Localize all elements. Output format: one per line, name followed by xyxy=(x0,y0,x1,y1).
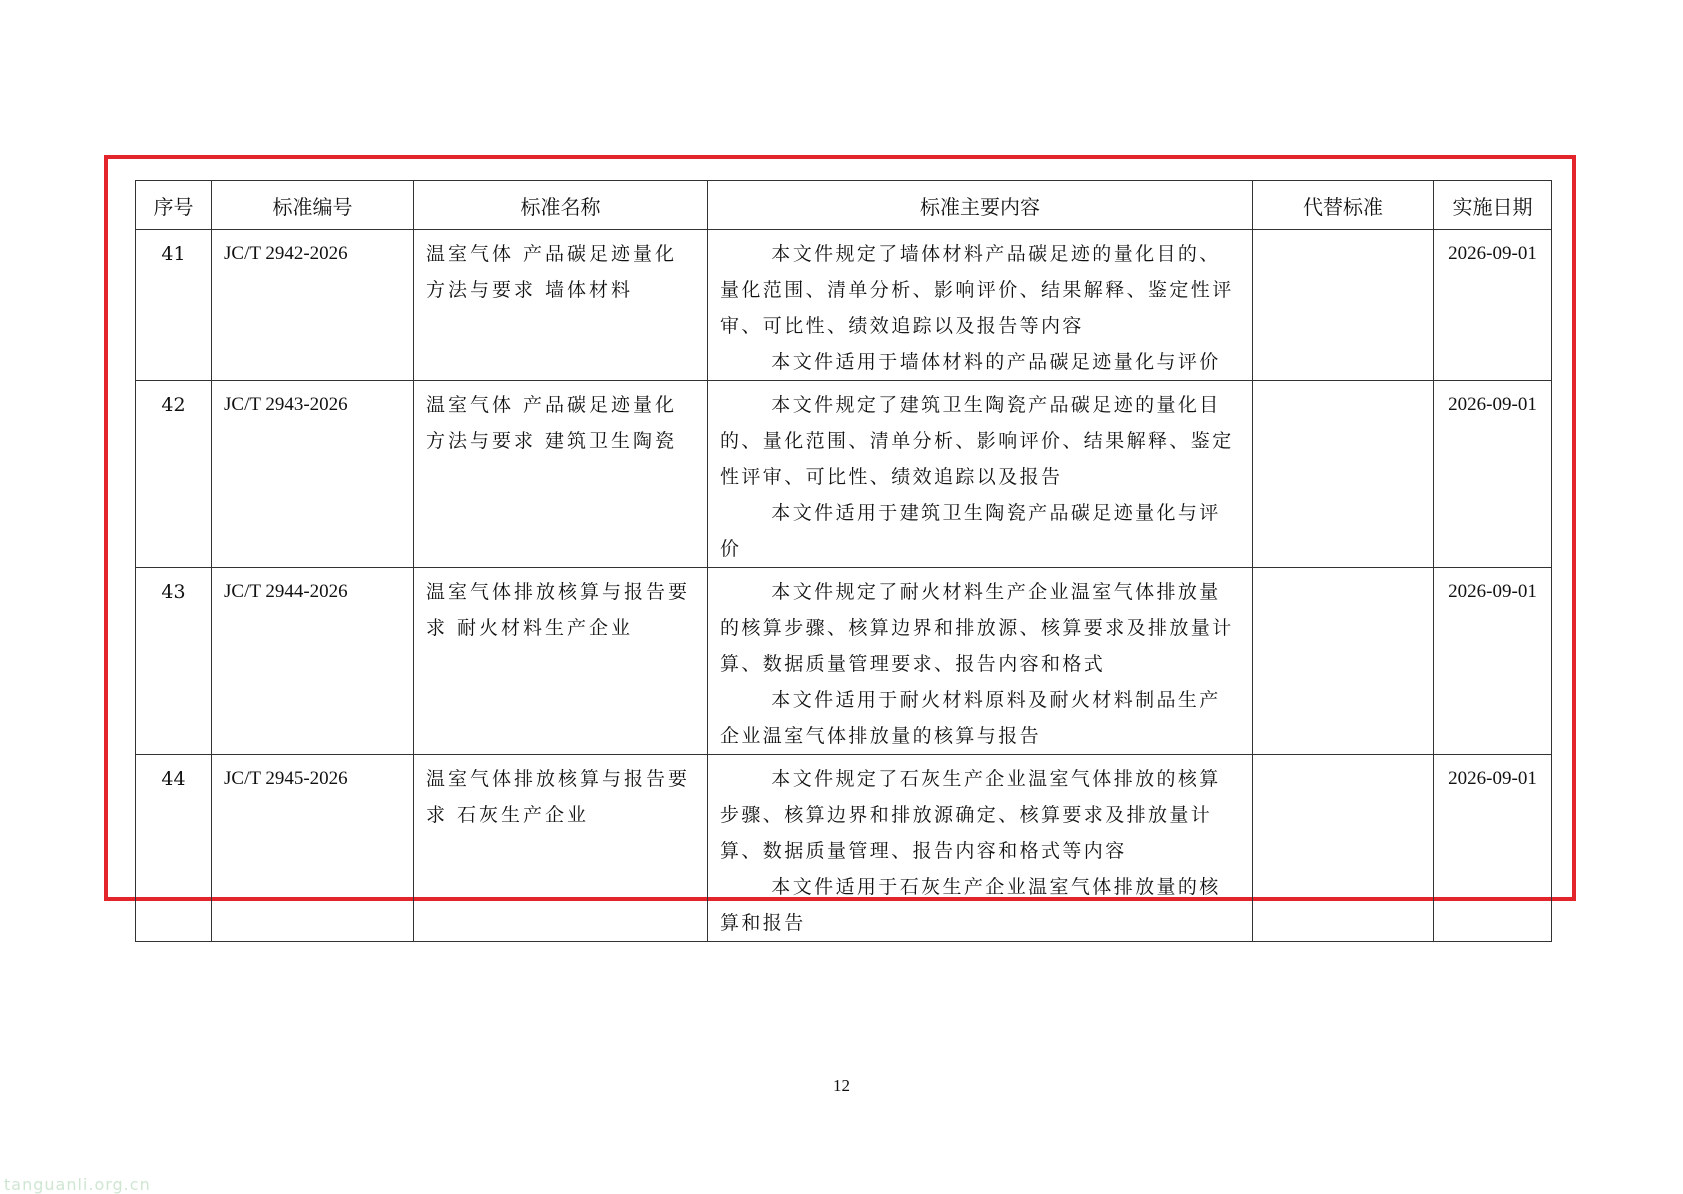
header-date: 实施日期 xyxy=(1434,181,1552,230)
table-row xyxy=(136,381,1552,568)
row-name: 温室气体排放核算与报告要求 石灰生产企业 xyxy=(414,755,708,942)
row-date: 2026-09-01 xyxy=(1434,568,1552,755)
content-applicability: 本文件适用于石灰生产企业温室气体排放量的核算和报告 xyxy=(720,876,1221,934)
row-replaced xyxy=(1253,381,1434,568)
row-index: 43 xyxy=(136,568,212,755)
header-content: 标准主要内容 xyxy=(708,181,1253,230)
table-header-row xyxy=(136,181,1552,230)
row-code: JC/T 2945-2026 xyxy=(212,755,414,942)
page-number: 12 xyxy=(833,1076,850,1095)
row-date: 2026-09-01 xyxy=(1434,755,1552,942)
row-content xyxy=(708,568,1253,755)
watermark-text: tanguanli.org.cn xyxy=(4,1175,151,1194)
row-name: 温室气体 产品碳足迹量化方法与要求 建筑卫生陶瓷 xyxy=(414,381,708,568)
row-index: 41 xyxy=(136,230,212,381)
row-date: 2026-09-01 xyxy=(1434,230,1552,381)
table-row xyxy=(136,755,1552,942)
row-index: 42 xyxy=(136,381,212,568)
row-code: JC/T 2943-2026 xyxy=(212,381,414,568)
row-content xyxy=(708,755,1253,942)
row-replaced xyxy=(1253,755,1434,942)
row-replaced xyxy=(1253,230,1434,381)
content-applicability: 本文件适用于耐火材料原料及耐火材料制品生产企业温室气体排放量的核算与报告 xyxy=(720,689,1221,747)
row-code: JC/T 2944-2026 xyxy=(212,568,414,755)
header-replaced: 代替标准 xyxy=(1253,181,1434,230)
content-scope: 本文件规定了石灰生产企业温室气体排放的核算步骤、核算边界和排放源确定、核算要求及排放量计算、数据质量管理、报告内容和格式等内容 xyxy=(720,768,1221,862)
row-date: 2026-09-01 xyxy=(1434,381,1552,568)
header-index: 序号 xyxy=(136,181,212,230)
content-scope: 本文件规定了建筑卫生陶瓷产品碳足迹的量化目的、量化范围、清单分析、影响评价、结果解释、鉴定性评审、可比性、绩效追踪以及报告 xyxy=(720,394,1234,488)
header-code: 标准编号 xyxy=(212,181,414,230)
row-index: 44 xyxy=(136,755,212,942)
row-name: 温室气体排放核算与报告要求 耐火材料生产企业 xyxy=(414,568,708,755)
content-applicability: 本文件适用于建筑卫生陶瓷产品碳足迹量化与评价 xyxy=(720,502,1221,560)
standards-table xyxy=(135,180,1552,942)
row-name: 温室气体 产品碳足迹量化方法与要求 墙体材料 xyxy=(414,230,708,381)
row-content xyxy=(708,381,1253,568)
content-scope: 本文件规定了墙体材料产品碳足迹的量化目的、量化范围、清单分析、影响评价、结果解释、鉴定性评审、可比性、绩效追踪以及报告等内容 xyxy=(720,243,1234,337)
content-applicability: 本文件适用于墙体材料的产品碳足迹量化与评价 xyxy=(771,351,1221,373)
row-code: JC/T 2942-2026 xyxy=(212,230,414,381)
table-row xyxy=(136,230,1552,381)
row-replaced xyxy=(1253,568,1434,755)
header-name: 标准名称 xyxy=(414,181,708,230)
table-row xyxy=(136,568,1552,755)
content-scope: 本文件规定了耐火材料生产企业温室气体排放量的核算步骤、核算边界和排放源、核算要求及排放量计算、数据质量管理要求、报告内容和格式 xyxy=(720,581,1234,675)
row-content xyxy=(708,230,1253,381)
